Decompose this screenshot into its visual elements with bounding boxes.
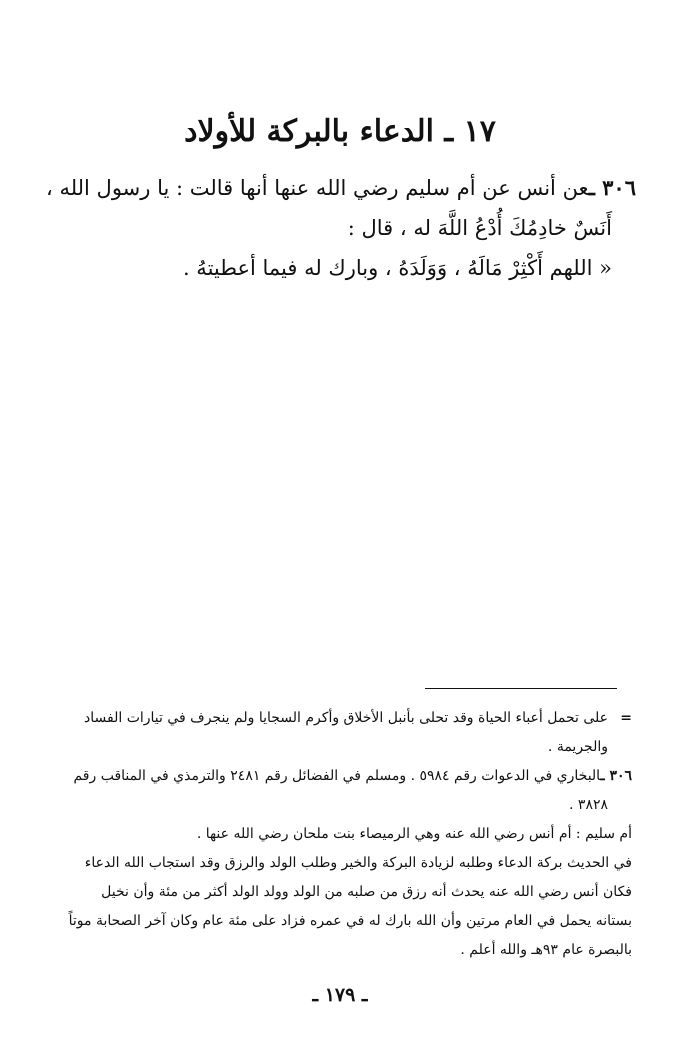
continuation-text-1: على تحمل أعباء الحياة وقد تحلى بأنبل الأخلاق وأكرم السجايا ولم ينجرف في تيارات الفساد: [84, 710, 608, 726]
hadith-number: ٣٠٦ ـ: [588, 175, 636, 200]
commentary-line-2: في الحديث بركة الدعاء وطلبه لزيادة البركة والخير وطلب الولد والرزق وقد استجاب الله الدعاء: [84, 855, 632, 871]
hadith-line-2: أَنَسٌ خادِمُكَ أُدْعُ اللَّهَ له ، قال :: [347, 216, 612, 240]
footnotes: [52, 704, 632, 965]
commentary-line-3: فكان أنس رضي الله عنه يحدث أنه رزق من صلبه من الولد وولد الولد أكثر من مئة وأن نخيل: [101, 884, 632, 900]
footnote-306-line-1: [52, 762, 632, 791]
page-number: ـ ١٧٩ ـ: [312, 984, 368, 1006]
chapter-title: ١٧ ـ الدعاء بالبركة للأولاد: [184, 114, 496, 149]
hadith-text-1: عن أنس عن أم سليم رضي الله عنها أنها قالت : يا رسول الله ،: [45, 176, 589, 200]
footnote-continuation-line-2: والجريمة .: [547, 739, 608, 755]
hadith-306: [36, 168, 636, 288]
commentary-line-1: أم سليم : أم أنس رضي الله عنه وهي الرميصاء بنت ملحان رضي الله عنها .: [196, 826, 632, 842]
hadith-line-1: [36, 168, 636, 208]
commentary-line-5: بالبصرة عام ٩٣هـ والله أعلم .: [460, 942, 632, 958]
footnote-306-text-1: البخاري في الدعوات رقم ٥٩٨٤ . ومسلم في الفضائل رقم ٢٤٨١ والترمذي في المناقب رقم: [73, 768, 601, 784]
footnote-306-number: ٣٠٦ ـ: [600, 768, 632, 784]
footnote-separator: [425, 688, 617, 689]
continuation-marker: =: [620, 710, 632, 726]
commentary-line-4: بستانه يحمل في العام مرتين وأن الله بارك له في عمره فزاد على مئة عام وكان آخر الصحابة موتاً: [68, 913, 632, 929]
footnote-continuation-line-1: [52, 704, 632, 733]
footnote-306-line-2: ٣٨٢٨ .: [569, 797, 608, 813]
hadith-line-3: « اللهم أَكْثِرْ مَالَهُ ، وَوَلَدَهُ ، وبارك له فيما أعطيتهُ .: [182, 256, 612, 280]
